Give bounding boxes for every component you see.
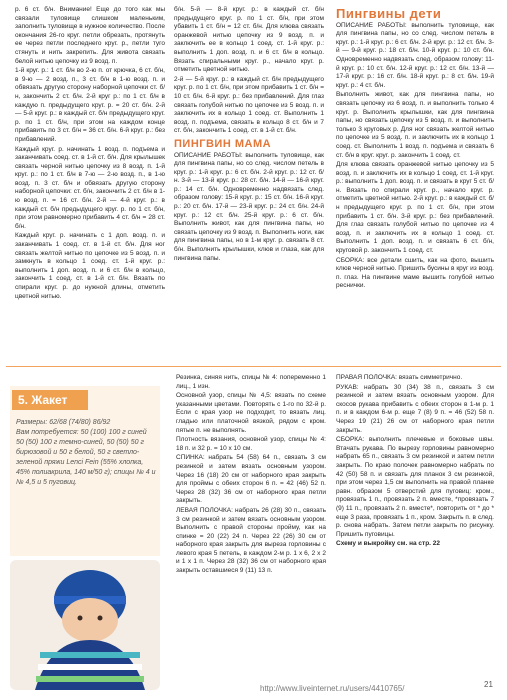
jacket-info-card [10, 386, 160, 556]
column-2 [174, 6, 324, 264]
col5-paragraph-4: Схему и выкройку см. на стр. 22 [336, 540, 441, 548]
col1-paragraph-4: Каждый круг. р. начинать с 1 доп. возд. п. и заканчивать 1 соед. ст. в 1-й ст. б/н. Для ног связать желтой нитью по цепочке из 5 возд. п. и замкнуть в кольцо 1 соед. ст. 1-й круг. р.: выполнить 1 доп. возд. п. и 6 ст. б/н в кольцо, закончить 1 соед. ст. в 1-й ст. б/н. Вязать по спирали круг. р. до нужной длины, отметить цветной нитью. [15, 232, 165, 300]
section-divider [6, 366, 501, 367]
baby-photo-illustration [10, 560, 160, 690]
col3-paragraph-2: Выполнить живот, как для пингвина папы, но связать цепочку из 6 возд. п. и выполнить только 4 круг. р. Выполнить крылышки, как для пингвина папы, но связать цепочку из 5 возд. п. и выполнить только 3 круговых р. Для ног связать желтой нитью по цепочке из 5 возд. п. и заключить их в кольцо 1 соед. ст. Выполнить 1 возд. п. подъема и связать 6 ст. б/н в круг. круг. р. закончить 1 соед. ст. [336, 91, 494, 159]
col4-paragraph-3: Плотность вязания, основной узор, спицы № 4: 18 п. и 32 р. = 10 х 10 см. [176, 436, 326, 452]
col4-paragraph-5: ЛЕВАЯ ПОЛОЧКА: набрать 26 (28) 30 п., связать 3 см резинкой и затем вязать основным узором. Выполнить с правой стороны пройму, как на спинке = 20 (22) 24 п. Через 22 (26) 30 см от наборного края закрыть для выреза горловины с левого края 5 петель, в каждом 2-м р. 1 х 6, 2 х 2 и 1 х 1 п. Через 28 (32) 36 см от наборного края закрыть оставшиеся 9 (11) 13 п. [176, 506, 326, 575]
column-5 [336, 374, 494, 550]
col3-paragraph-1: ОПИСАНИЕ РАБОТЫ: выполнить туловище, как для пингвина папы, но со след. числом петель в круг. р.: 1-й круг. р.: 6 ст. б/н. 2-й круг. р.: 12 ст. б/н. 3-й — 9-й круг. р.: 18 ст. б/н. 10-й круг. р.: 10 ст. б/н. Одновременно надвязать след. образом голову: 11-й круг. р.: 10 ст. б/н. 12-й круг. р.: 12 ст. б/н. 13-й — 17-й круг. р.: 16 ст. б/н. 18-й круг. р.: 8 ст. б/н. 19-й круг. р.: 4 ст. б/н. [336, 21, 494, 89]
jacket-materials: Вам потребуется: 50 (100) 100 г синей 50 (50) 100 г темно-синей, 50 (50) 50 г бирюзовой и 50 г белой, 50 г светло-зеленой пряжи Lenci Fein (55% хлопка, 45% полиакрила, 140 м/50 г); спицы № 4 и № 4,5 и 5 пуговиц. [16, 429, 156, 486]
col1-paragraph-3: Каждый круг. р. начинать 1 возд. п. подъема и заканчивать соед. ст. в 1-й ст. б/н. Для крылышек связать черной нитью цепочку из 8 возд. п. 1-й круг. р.: по 1 ст. б/н в 7-ю — 2-ю возд. п., в 1-ю возд. п. 3 ст. б/н и обвязать другую сторону наборной цепочки: ст. б/н, закончить 2 ст. б/н в 1-ю возд. п. = 16 ст. б/н. 2-й — 4-й круг. р.: в каждый ст. б/н предыдущего круг. р. по 1 ст. б/н, при этом равномерно прибавить 4 ст. б/н = 28 ст. б/н. [15, 145, 165, 230]
column-3 [336, 6, 494, 292]
col1-paragraph-1: р. 6 ст. б/н. Внимание! Еще до того как мы связали туловище слишком маленьким, заполнить туловище в нужное количество. После окончания 26-го круг. петли обрезать, протянуть ее через петли последнего круг. р., петли туго стянуть и нить закрепить. Для живота связать белой нитью цепочку из 9 возд. п. [15, 6, 165, 65]
jacket-sizes: Размеры: 62/68 (74/80) 86/92 [16, 419, 111, 426]
col2-paragraph-2: 2-й — 5-й круг. р.: в каждый ст. б/н предыдущего круг. р. по 1 ст. б/н, при этом прибавить 1 ст. б/н = 10 ст. б/н. 6-й круг. р.: без прибавлений. Для глаз связать голубой нитью по цепочке из 5 возд. п. и заключить их в кольцо 1 соед. ст. Выполнить 1 возд. п. подъема, связать в кольцо 8 ст. б/н и 7 ст. б/н, закончить 1 соед. ст. в 1-й ст. б/н. [174, 75, 324, 135]
col4-paragraph-4: СПИНКА: набрать 54 (58) 64 п., связать 3 см резинкой и затем вязать основным узором. Через 16 (18) 20 см от наборного края закрыть для проймы с обеих сторон 6 п. = 42 (46) 52 п. Через 28 (32) 36 см от наборного края петли закрыть. [176, 454, 326, 505]
page-number: 21 [484, 680, 493, 689]
column-4 [176, 374, 326, 577]
col2-paragraph-1: б/н. 5-й — 8-й круг. р.: в каждый ст. б/н предыдущего круг. р. по 1 ст. б/н, при этом убавить 1 ст. б/н = 12 ст. б/н. Для клюва связать оранжевой нитью цепочку из 9 возд. п. и заключить ее в кольцо 1 соед. ст. 1-й круг. р.: выполнить 1 доп. возд. п. и 6 ст. б/н в кольцо. Вязать спиральными круг. р., начало круг. р. отметить цветной нитью. [174, 6, 324, 74]
heading-pingviny-deti: Пингвины дети [336, 6, 442, 21]
heading-pingvin-mama: ПИНГВИН МАМА [174, 137, 272, 150]
source-url: http://www.liveinternet.ru/users/4410765/ [260, 684, 405, 693]
col1-paragraph-2: 1-й круг. р.: 1 ст. б/н во 2-ю п. от крючка, 6 ст. б/н, в 9-ю — 2 возд. п., 3 ст. б/н в 1-ю возд. п. и обвязать другую сторону наборной цепочки ст. б/н, закончить 2 ст. б/н. 2-й круг р.: по 1 ст. б/н в каждую п. предыдущего круг. р. = 20 ст. б/н. 2-й — 5-й круг. р.: в каждый ст. б/н предыдущего круг. р. по 1 ст. б/н, при этом на каждом конце прибавить по 3 ст. б/н = 36 ст. б/н. 6-й круг. р.: без прибавлений. [15, 67, 165, 143]
col5-paragraph-1: ПРАВАЯ ПОЛОЧКА: вязать симметрично. [336, 374, 463, 381]
col2-paragraph-3: ОПИСАНИЕ РАБОТЫ: выполнить туловище, как для пингвина папы, но со след. числом петель в круг. р.: 1-й круг. р.: 6 ст. б/н. 2-й круг. р.: 12 ст. б/н. 3-й — 13-й круг. р.: 28 ст. б/н. 14-й — 16-й круг. р.: 14 ст. б/н. Одновременно надвязать след. образом голову: 15-й круг. р.: 15 ст. б/н. 16-й круг. р.: 20 ст. б/н. 17-й — 23-й круг. р.: 24 ст. б/н. 24-й круг. р.: 12 ст. б/н. 25-й круг. р.: 6 ст. б/н. Выполнить живот, как для пингвина папы, но связать цепочку из 9 возд. п. Выполнить ноги, как для пингвина папы, но в 1-м круг. р. связать 8 ст. б/н. Выполнить крылышки, клюв и глаза, как для пингвина папы. [174, 151, 324, 262]
col4-paragraph-2: Основной узор, спицы № 4,5: вязать по схеме указанными цветами. Повторять с 1-го по 32-й р. Если с края узор не подходит, то вязать лиц. гладью или платочной вязкой, рядом с кром. пятые п. не выполнять. [176, 392, 326, 434]
col3-paragraph-3: Для клюва связать оранжевой нитью цепочку из 5 возд. п. и заключить их в кольцо 1 соед. ст. 1-й круг. р.: выполнить 1 доп. возд. п. и связать в круг 5 ст. б/н. Вязать по спирали круг. р., начало круг. р. отметить цветной нитью. 2-й круг. р.: в каждый ст. б/н предыдущего круг. р. по 1 ст. б/н, при этом прибавить 1 ст. б/н. 3-й круг. р.: без прибавлений. Для глаз связать голубой нитью по цепочке из 4 возд. п. и заключить их в кольцо 1 соед. ст. Выполнить 1 доп. возд. п. и связать 6 ст. б/н, круговой р. закончить 1 соед. ст. [336, 161, 494, 255]
col5-paragraph-3: СБОРКА: выполнить плечевые и боковые швы. Втачать рукава. По вырезу горловины равномерно набрать 65 п., связать 3 см резинкой и затем петли закрыть. По краю полочек равномерно набрать по 42 (50) 58 п. и связать для планок 3 см резинкой, при этом через 1,5 см выполнить на правой планке равн. образом 5 отверстий для пуговиц: кром., провязать 1 п., провязать 2 п. вместе, *провязать 7 (9) 11 п., провязать 2 п. вместе*, повторить от * до * еще 3 раза, провязать 1 п., кром. Закрыть п. в след. р. снова набрать. Затем петли закрыть по рисунку. Пришить пуговицы. [336, 436, 494, 538]
column-1 [15, 6, 165, 302]
baby-photo [10, 560, 160, 690]
col4-paragraph-1: Резинка, синяя нить, спицы № 4: попеременно 1 лиц., 1 изн. [176, 374, 326, 390]
jacket-requirements [16, 418, 156, 488]
col5-paragraph-2: РУКАВ: набрать 30 (34) 38 п., связать 3 см резинкой и затем вязать основным узором. Для скосов рукава прибавить с обеих сторон в 1-м р. 1 п. и в каждом 6-м р. еще 7 (8) 9 п. = 46 (52) 58 п. Через 19 (21) 26 см от наборного края петли закрыть. [336, 383, 494, 434]
jacket-title: 5. Жакет [12, 390, 88, 410]
col3-paragraph-4: СБОРКА: все детали сшить, как на фото, вышить клюв черной нитью. Пришить бусины в круг из возд. п. глаз. На пингвине маме вышить голубой нитью реснички. [336, 256, 494, 290]
